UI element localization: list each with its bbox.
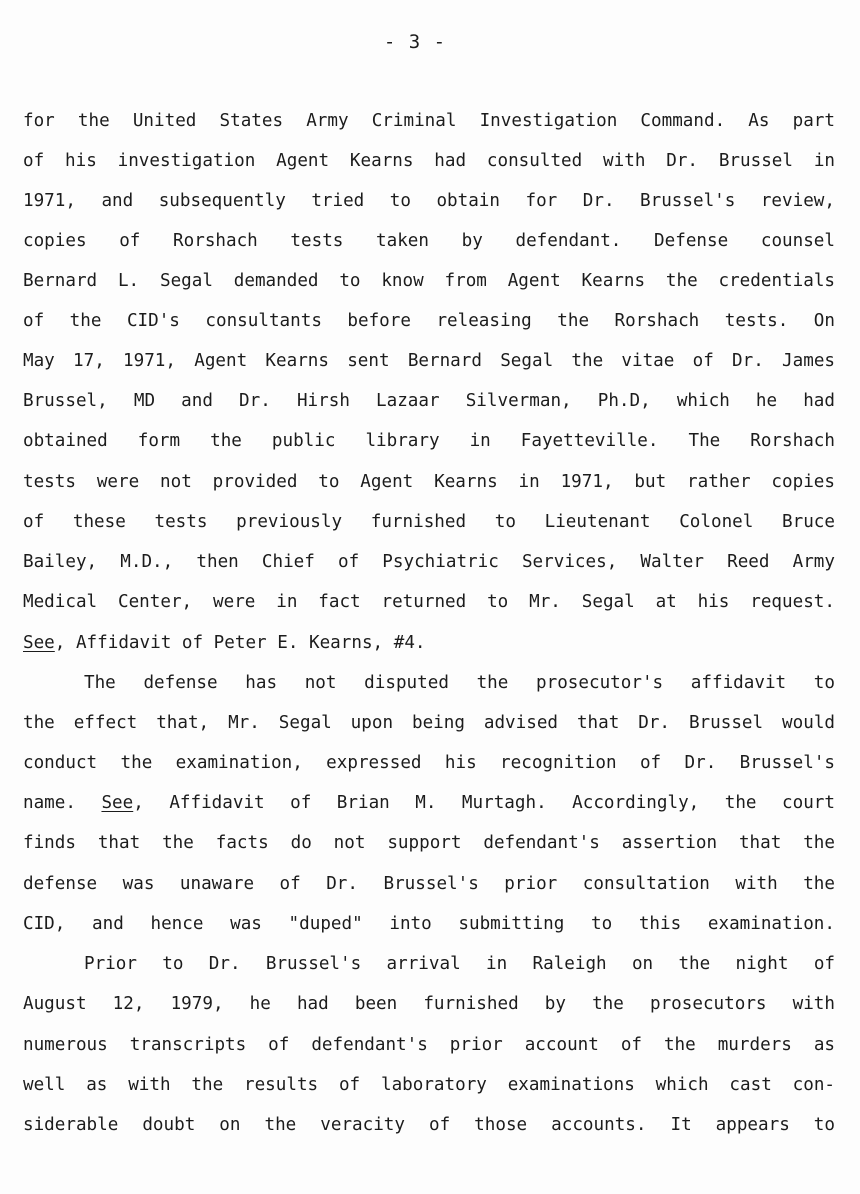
text-line: [23, 791, 835, 815]
page-number: - 3 -: [383, 31, 447, 53]
text-line: of these tests previously furnished to Lieutenant Colonel Bruce: [23, 512, 835, 532]
text-line: May 17, 1971, Agent Kearns sent Bernard Segal the vitae of Dr. James: [23, 351, 835, 371]
text-line: well as with the results of laboratory examinations which cast con-: [23, 1075, 835, 1095]
text-line: numerous transcripts of defendant's prior account of the murders as: [23, 1035, 835, 1055]
line-prefix: name.: [23, 793, 102, 813]
text-line: Medical Center, were in fact returned to Mr. Segal at his request.: [23, 592, 835, 612]
paragraph-first-line: The defense has not disputed the prosecutor's affidavit to: [84, 673, 835, 693]
paragraph-first-line: Prior to Dr. Brussel's arrival in Raleigh on the night of: [84, 954, 835, 974]
text-line: of his investigation Agent Kearns had consulted with Dr. Brussel in: [23, 151, 835, 171]
text-line: Bailey, M.D., then Chief of Psychiatric Services, Walter Reed Army: [23, 552, 835, 572]
text-line: finds that the facts do not support defendant's assertion that the: [23, 833, 835, 853]
text-line: CID, and hence was "duped" into submitting to this examination.: [23, 914, 835, 934]
text-line: August 12, 1979, he had been furnished by the prosecutors with: [23, 994, 835, 1014]
text-line: the effect that, Mr. Segal upon being advised that Dr. Brussel would: [23, 713, 835, 733]
text-line: Bernard L. Segal demanded to know from Agent Kearns the credentials: [23, 271, 835, 291]
text-line: defense was unaware of Dr. Brussel's prior consultation with the: [23, 874, 835, 894]
see-citation: See: [23, 633, 55, 653]
text-line: obtained form the public library in Fayetteville. The Rorshach: [23, 431, 835, 451]
text-line: conduct the examination, expressed his recognition of Dr. Brussel's: [23, 753, 835, 773]
see-citation: See: [101, 793, 134, 813]
text-line: 1971, and subsequently tried to obtain for Dr. Brussel's review,: [23, 191, 835, 211]
citation-text: , Affidavit of Brian M. Murtagh. Accordingly, the court: [133, 793, 835, 813]
text-line: for the United States Army Criminal Investigation Command. As part: [23, 111, 835, 131]
text-line: of the CID's consultants before releasing the Rorshach tests. On: [23, 311, 835, 331]
text-line: tests were not provided to Agent Kearns in 1971, but rather copies: [23, 472, 835, 492]
text-line: Brussel, MD and Dr. Hirsh Lazaar Silverman, Ph.D, which he had: [23, 391, 835, 411]
text-line: siderable doubt on the veracity of those accounts. It appears to: [23, 1115, 835, 1135]
text-line: [23, 631, 835, 655]
text-line: copies of Rorshach tests taken by defendant. Defense counsel: [23, 231, 835, 251]
citation-text: , Affidavit of Peter E. Kearns, #4.: [54, 633, 426, 653]
